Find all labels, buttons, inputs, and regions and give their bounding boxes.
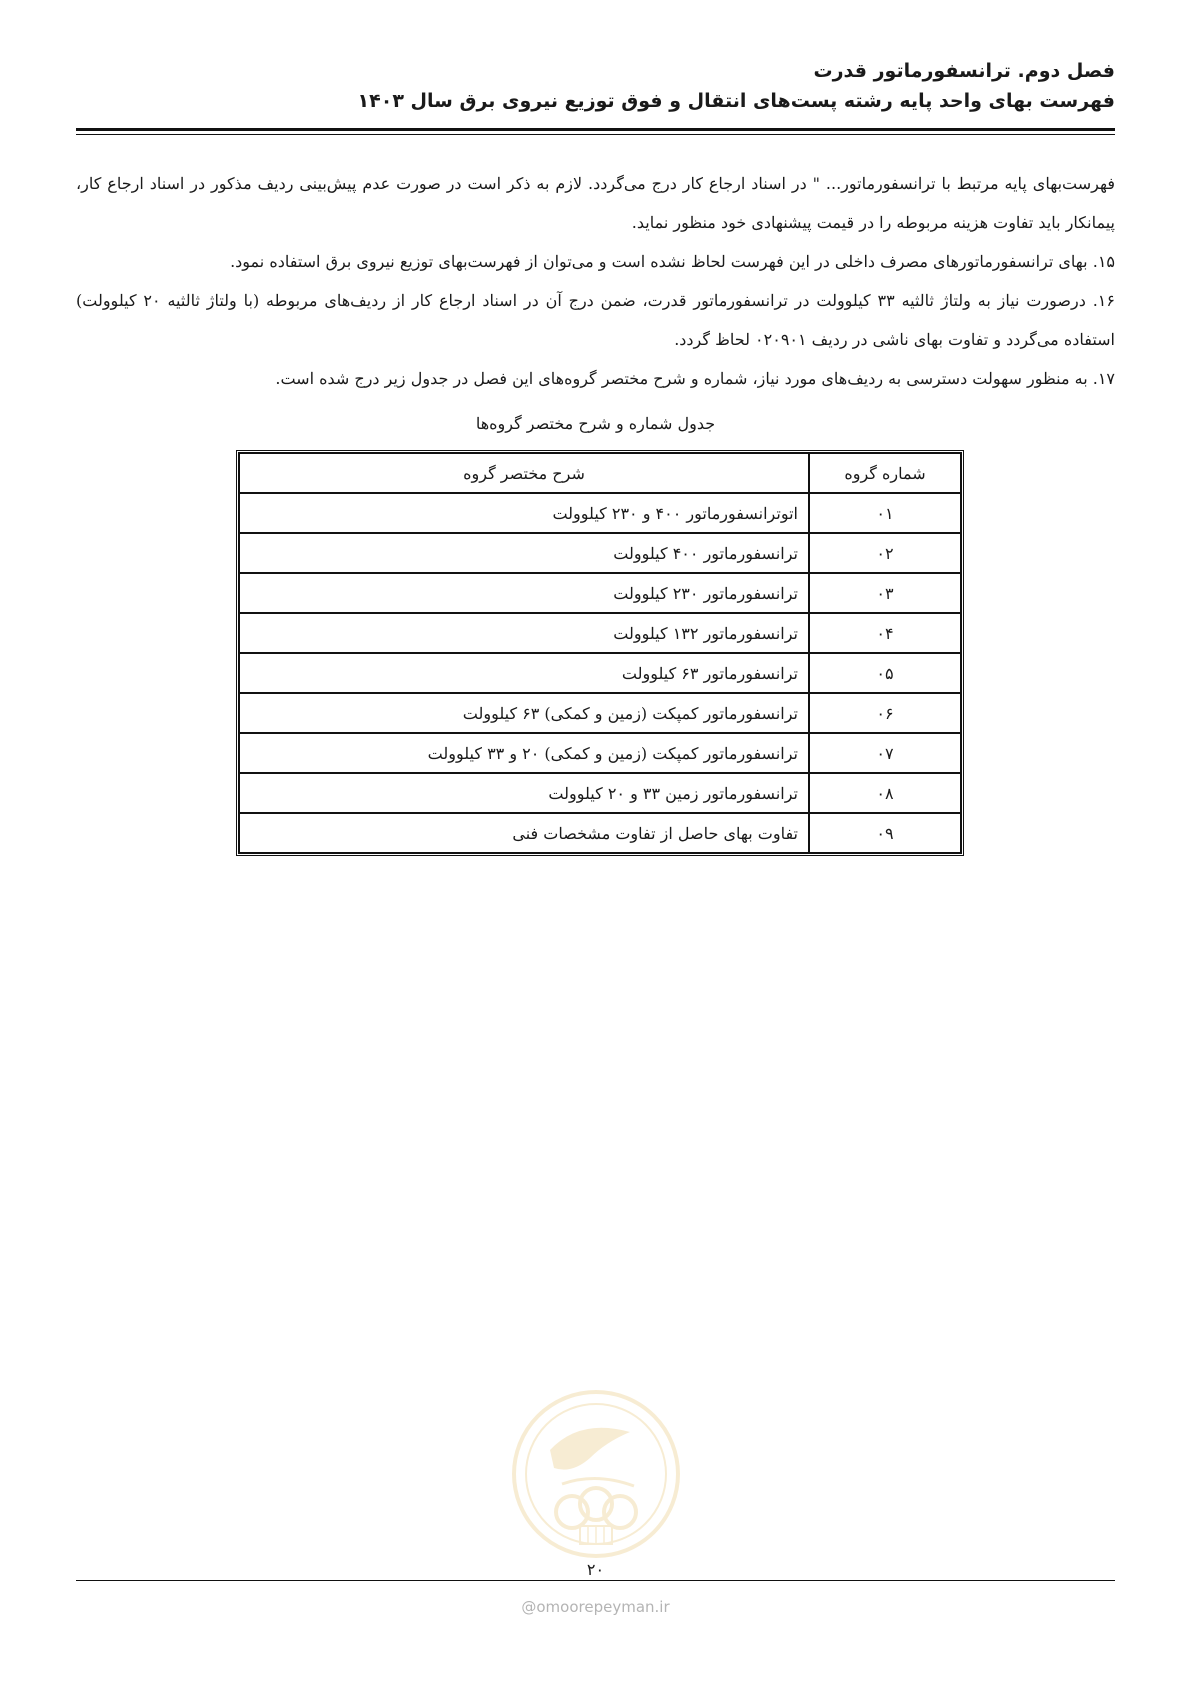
table-row (239, 813, 961, 853)
paragraph: ۱۵. بهای ترانسفورماتورهای مصرف داخلی در این فهرست لحاظ نشده است و می‌توان از فهرست‌بهای توزیع نیروی برق استفاده نمود. (230, 252, 1115, 271)
table-header-row (239, 453, 961, 493)
paragraph: ۱۷. به منظور سهولت دسترسی به ردیف‌های مورد نیاز، شماره و شرح مختصر گروه‌های این فصل در جدول زیر درج شده است. (275, 369, 1115, 388)
paragraph: فهرست‌بهای پایه مرتبط با ترانسفورماتور... " در اسناد ارجاع کار درج می‌گردد. لازم به ذکر است در صورت عدم پیش‌بینی ردیف مذکور در اسناد ارجاع کار، پیمانکار باید تفاوت هزینه مربوطه را در قیمت پیشنهادی خود منظور نماید. (76, 174, 1115, 232)
group-description: ترانسفورماتور کمپکت (زمین و کمکی) ۶۳ کیلوولت (239, 693, 809, 733)
group-description: ترانسفورماتور ۶۳ کیلوولت (239, 653, 809, 693)
table-row (239, 613, 961, 653)
table-row (239, 653, 961, 693)
table-row (239, 493, 961, 533)
group-number: ۰۹ (809, 813, 961, 853)
group-number: ۰۴ (809, 613, 961, 653)
body-text (76, 164, 1115, 398)
group-description: ترانسفورماتور کمپکت (زمین و کمکی) ۲۰ و ۳۳ کیلوولت (239, 733, 809, 773)
group-number: ۰۷ (809, 733, 961, 773)
group-description: ترانسفورماتور زمین ۳۳ و ۲۰ کیلوولت (239, 773, 809, 813)
group-description: اتوترانسفورماتور ۴۰۰ و ۲۳۰ کیلوولت (239, 493, 809, 533)
table-caption: جدول شماره و شرح مختصر گروه‌ها (475, 414, 716, 433)
column-header-number: شماره گروه (809, 453, 961, 493)
header-divider-thin (76, 134, 1115, 135)
website-watermark: @omoorepeyman.ir (521, 1598, 670, 1616)
group-description: ترانسفورماتور ۴۰۰ کیلوولت (239, 533, 809, 573)
group-number: ۰۸ (809, 773, 961, 813)
group-number: ۰۳ (809, 573, 961, 613)
table-row (239, 693, 961, 733)
header-divider-thick (76, 128, 1115, 131)
column-header-description: شرح مختصر گروه (239, 453, 809, 493)
group-number: ۰۱ (809, 493, 961, 533)
page-number-text: ۲۰ (579, 1560, 612, 1579)
page-header (76, 56, 1115, 116)
group-description: ترانسفورماتور ۲۳۰ کیلوولت (239, 573, 809, 613)
footer-divider (76, 1580, 1115, 1581)
paragraph: ۱۶. درصورت نیاز به ولتاژ ثالثیه ۳۳ کیلوولت در ترانسفورماتور قدرت، ضمن درج آن در اسناد ارجاع کار از ردیف‌های مربوطه (با ولتاژ ثالثیه ۲۰ کیلوولت) استفاده می‌گردد و تفاوت بهای ناشی در ردیف ۰۲۰۹۰۱ لحاظ گردد. (76, 291, 1115, 349)
document-title: فهرست بهای واحد پایه رشته پست‌های انتقال و فوق توزیع نیروی برق سال ۱۴۰۳ (357, 90, 1115, 112)
watermark-logo-icon (510, 1388, 682, 1560)
group-number: ۰۶ (809, 693, 961, 733)
table-row (239, 733, 961, 773)
table-row (239, 773, 961, 813)
group-number: ۰۵ (809, 653, 961, 693)
table-row (239, 533, 961, 573)
group-description: ترانسفورماتور ۱۳۲ کیلوولت (239, 613, 809, 653)
page-number (0, 1560, 1191, 1580)
group-number: ۰۲ (809, 533, 961, 573)
table-row (239, 573, 961, 613)
groups-table (236, 450, 964, 856)
chapter-title: فصل دوم. ترانسفورماتور قدرت (813, 60, 1115, 82)
group-description: تفاوت بهای حاصل از تفاوت مشخصات فنی (239, 813, 809, 853)
